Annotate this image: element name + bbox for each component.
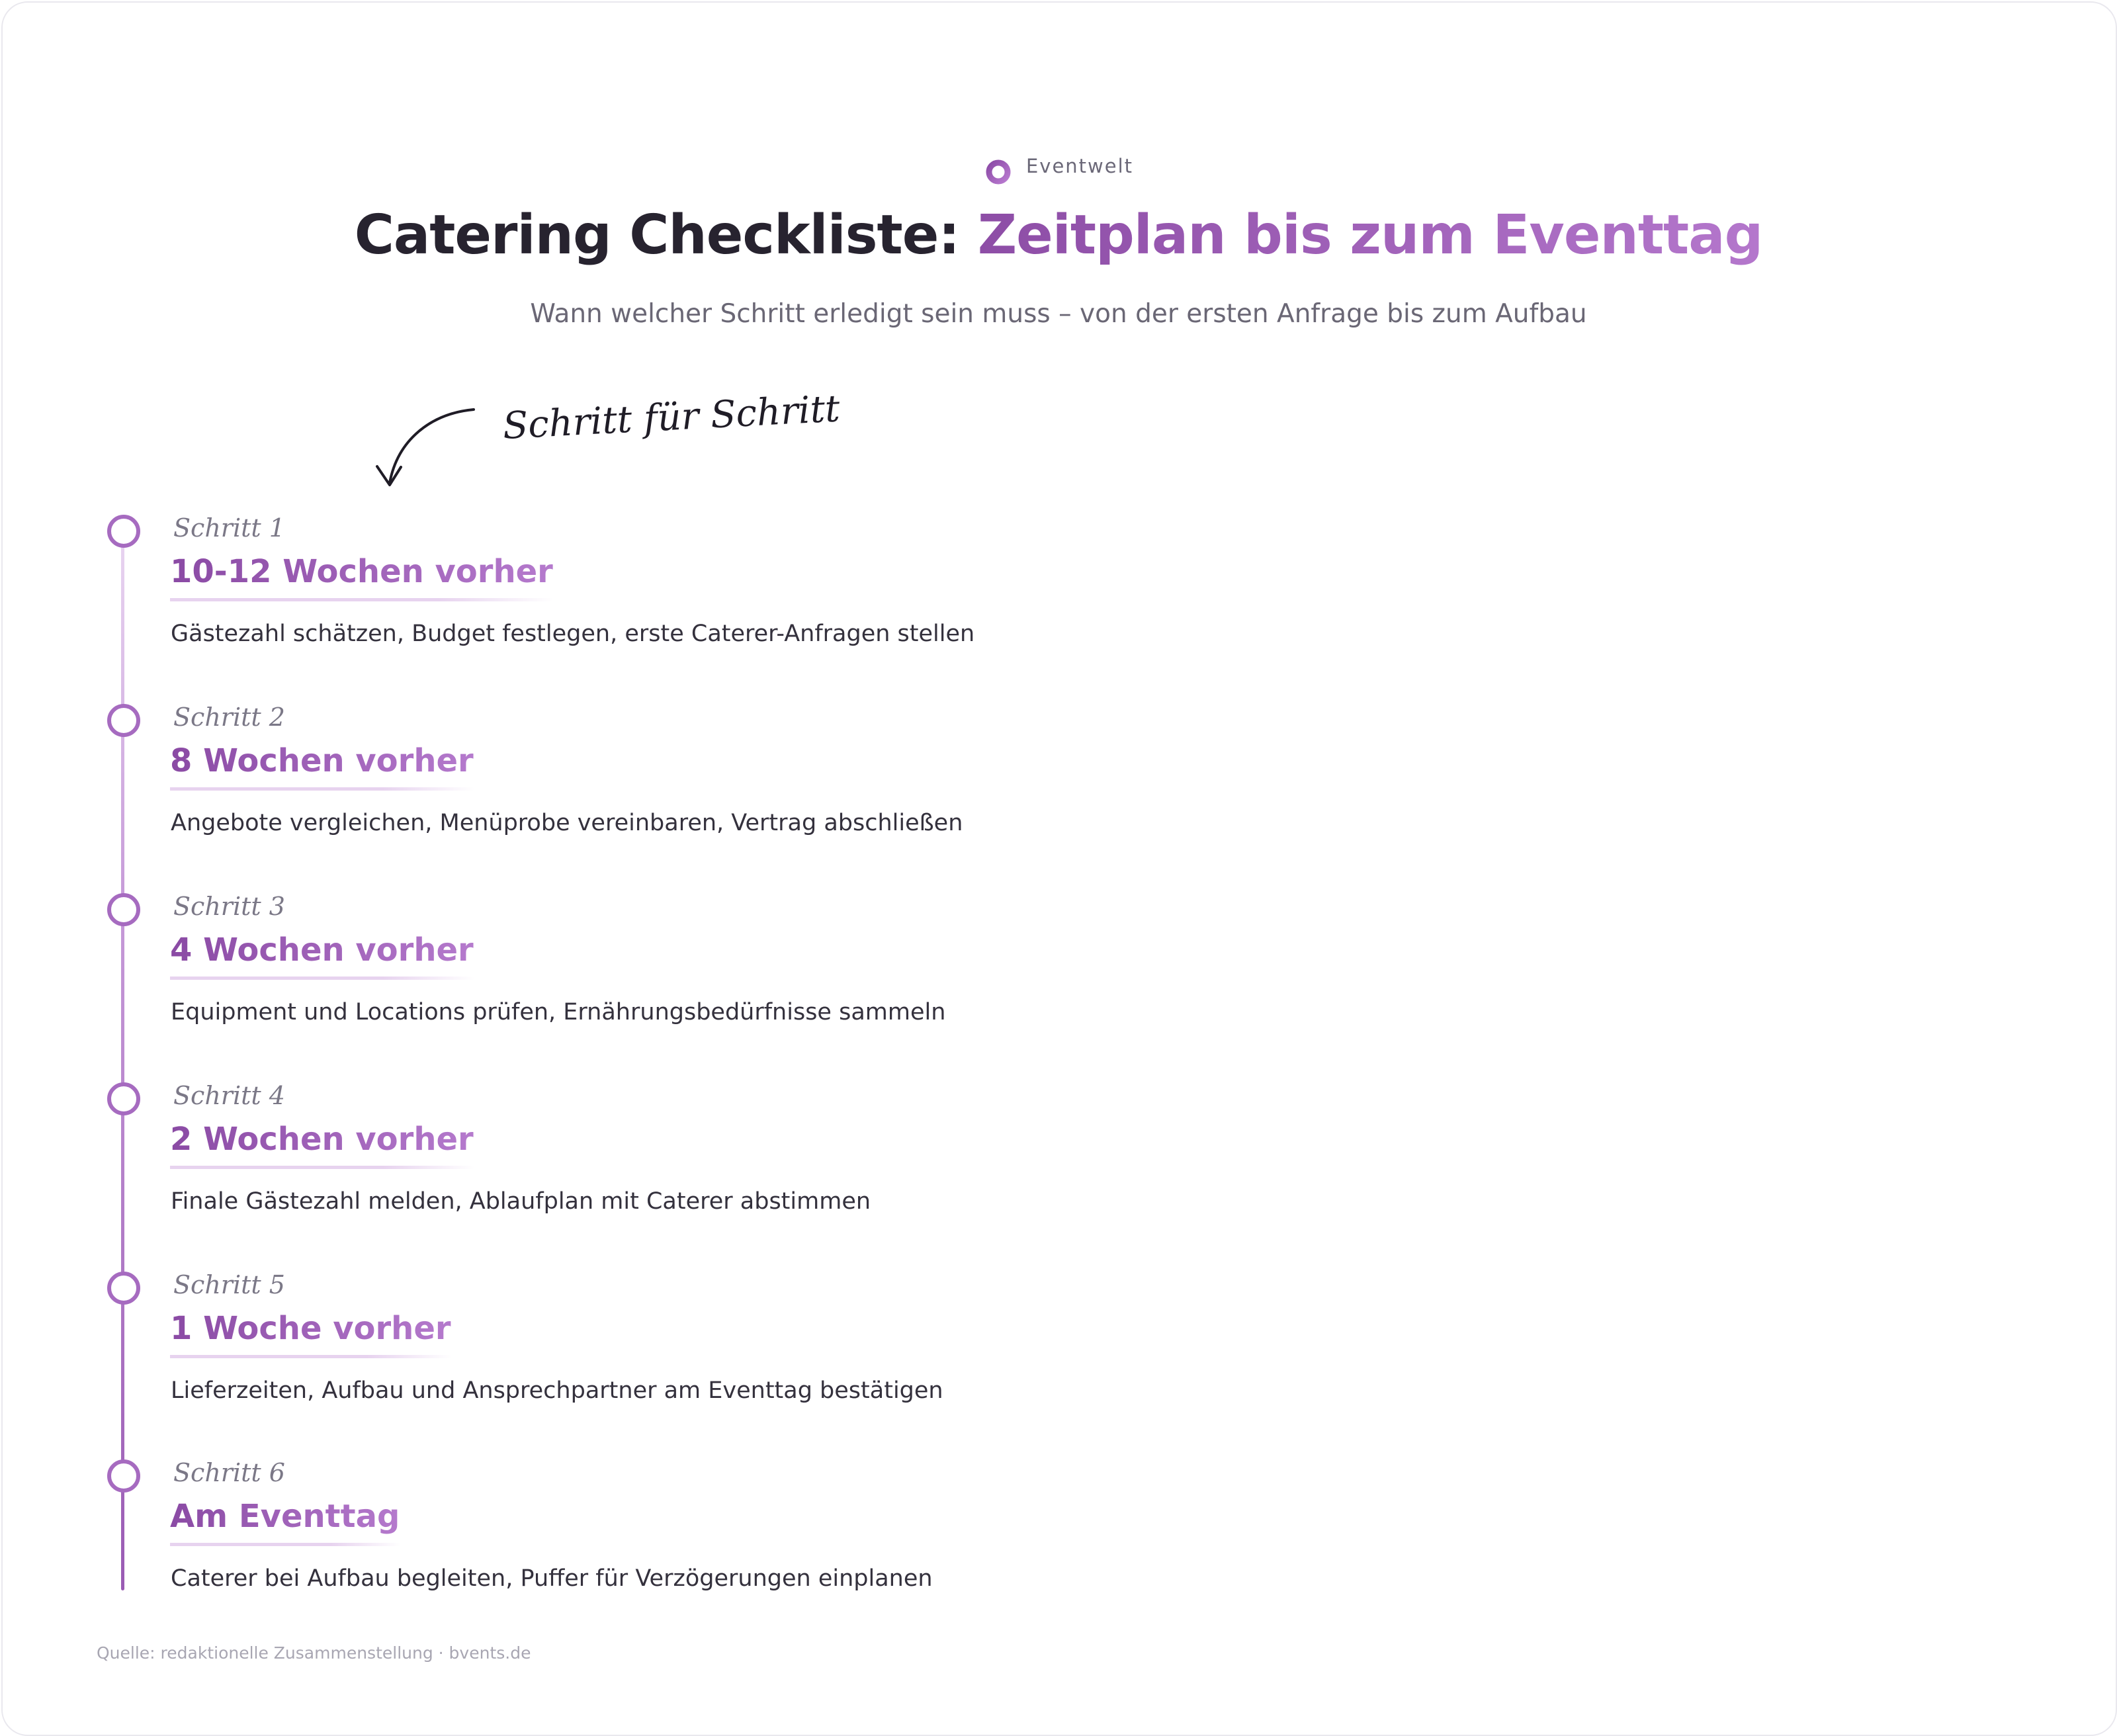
step-marker-circle	[107, 1272, 140, 1305]
timeline-step-1	[0, 513, 2117, 685]
timeline-step-4	[0, 1081, 2117, 1253]
step-description: Gästezahl schätzen, Budget festlegen, erste Caterer-Anfragen stellen	[171, 621, 975, 647]
step-label: Schritt 2	[173, 703, 285, 732]
title-main: Catering Checkliste:	[354, 204, 960, 267]
source-footnote: Quelle: redaktionelle Zusammenstellung · bvents.de	[97, 1643, 531, 1663]
step-heading: Am Eventtag	[170, 1498, 400, 1546]
step-heading: 2 Wochen vorher	[170, 1121, 474, 1169]
timeline-step-5	[0, 1270, 2117, 1442]
page-subtitle: Wann welcher Schritt erledigt sein muss – von der ersten Anfrage bis zum Aufbau	[530, 299, 1587, 329]
step-marker-circle	[107, 1459, 140, 1493]
timeline-step-6	[0, 1458, 2117, 1630]
brand-name: Eventwelt	[1025, 155, 1134, 177]
step-label: Schritt 3	[173, 892, 285, 921]
step-marker-circle	[107, 704, 140, 737]
step-heading: 1 Woche vorher	[170, 1310, 451, 1358]
step-description: Lieferzeiten, Aufbau und Ansprechpartner am Eventtag bestätigen	[171, 1377, 943, 1404]
timeline-step-2	[0, 703, 2117, 875]
step-label: Schritt 5	[173, 1270, 285, 1299]
step-description: Caterer bei Aufbau begleiten, Puffer für Verzögerungen einplanen	[171, 1565, 933, 1592]
step-annotation: Schritt für Schritt	[501, 387, 842, 448]
step-heading: 8 Wochen vorher	[170, 742, 474, 791]
timeline-step-3	[0, 892, 2117, 1064]
step-label: Schritt 4	[173, 1081, 285, 1110]
title-accent: Zeitplan bis zum Eventtag	[977, 204, 1763, 267]
step-marker-circle	[107, 515, 140, 548]
step-heading: 4 Wochen vorher	[170, 932, 474, 980]
step-description: Equipment und Locations prüfen, Ernährungsbedürfnisse sammeln	[171, 999, 946, 1025]
step-label: Schritt 1	[173, 513, 285, 542]
step-description: Angebote vergleichen, Menüprobe vereinbaren, Vertrag abschließen	[171, 810, 963, 836]
step-label: Schritt 6	[173, 1458, 285, 1487]
step-marker-circle	[107, 1082, 140, 1115]
step-heading: 10-12 Wochen vorher	[170, 553, 553, 601]
step-description: Finale Gästezahl melden, Ablaufplan mit Caterer abstimmen	[171, 1188, 871, 1215]
step-marker-circle	[107, 893, 140, 926]
